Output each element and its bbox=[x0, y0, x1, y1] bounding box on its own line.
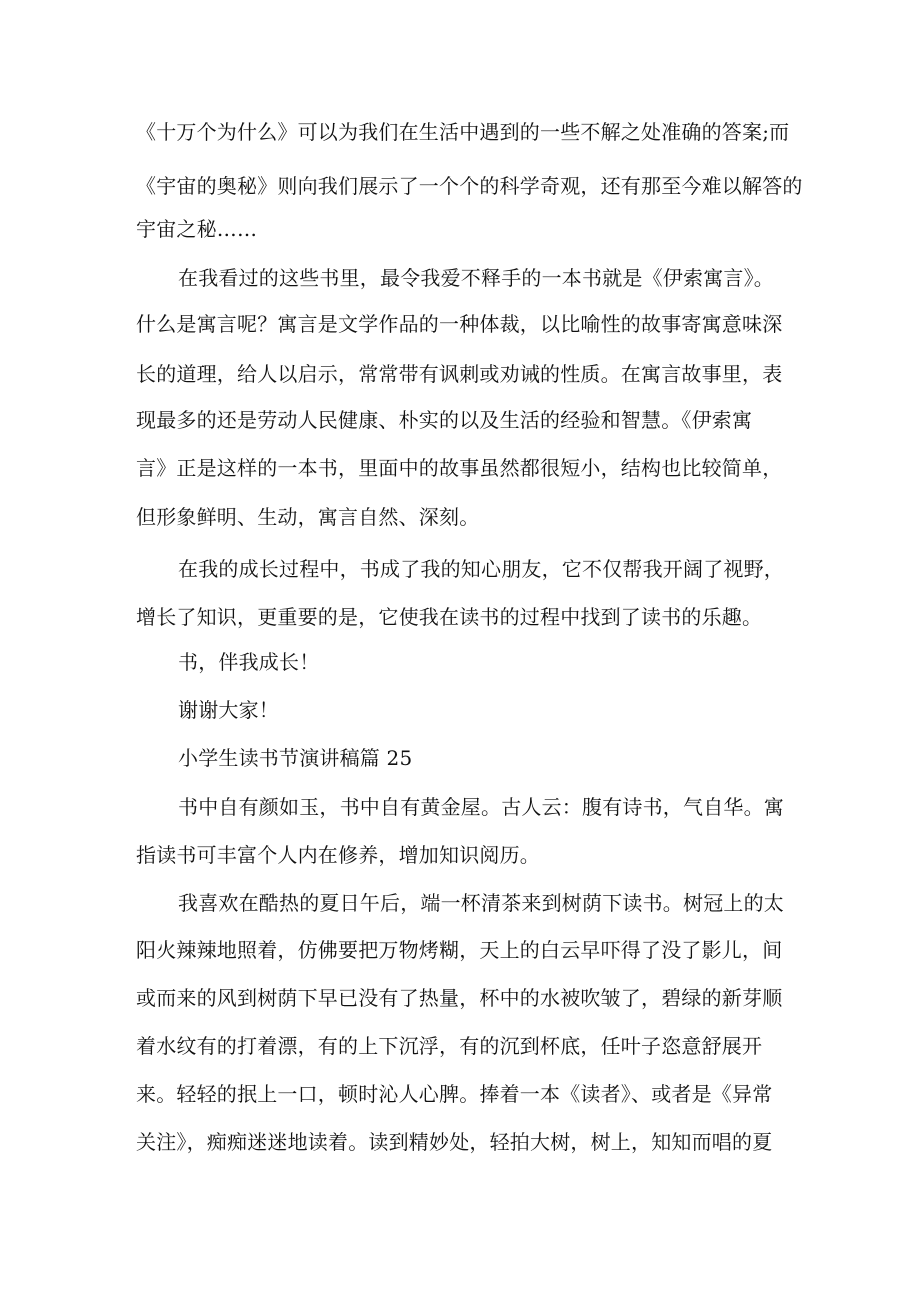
text-line: 指读书可丰富个人内在修养，增加知识阅历。 bbox=[136, 843, 540, 867]
text-line: 长的道理，给人以启示，常常带有讽刺或劝诫的性质。在寓言故事里，表 bbox=[136, 362, 783, 386]
text-line: 阳火辣辣地照着，仿佛要把万物烤糊，天上的白云早吓得了没了影儿，间 bbox=[136, 938, 783, 962]
paragraph-start: 谢谢大家！ bbox=[178, 698, 279, 722]
paragraph-start: 书中自有颜如玉，书中自有黄金屋。古人云：腹有诗书，气自华。寓 bbox=[178, 795, 784, 819]
text-line: 言》正是这样的一本书，里面中的故事虽然都很短小，结构也比较简单， bbox=[136, 456, 783, 480]
paragraph-start: 在我看过的这些书里，最令我爱不释手的一本书就是《伊索寓言》。 bbox=[178, 266, 774, 290]
text-line: 现最多的还是劳动人民健康、朴实的以及生活的经验和智慧。《伊索寓 bbox=[136, 408, 753, 432]
text-line: 《十万个为什么》可以为我们在生活中遇到的一些不解之处准确的答案;而 bbox=[136, 120, 790, 144]
text-line: 或而来的风到树荫下早已没有了热量，杯中的水被吹皱了，碧绿的新芽顺 bbox=[136, 986, 783, 1010]
text-line: 但形象鲜明、生动，寓言自然、深刻。 bbox=[136, 505, 480, 529]
text-line: 增长了知识，更重要的是，它使我在读书的过程中找到了读书的乐趣。 bbox=[136, 605, 763, 629]
text-line: 着水纹有的打着漂，有的上下沉浮，有的沉到杯底，任叶子恣意舒展开 bbox=[136, 1034, 763, 1058]
text-line: 来。轻轻的抿上一口，顿时沁人心脾。捧着一本《读者》、或者是《异常 bbox=[136, 1082, 773, 1106]
text-line: 什么是寓言呢？寓言是文学作品的一种体裁，以比喻性的故事寄寓意味深 bbox=[136, 312, 783, 336]
paragraph-start: 书，伴我成长！ bbox=[178, 650, 320, 674]
text-line: 《宇宙的奥秘》则向我们展示了一个个的科学奇观，还有那至今难以解答的 bbox=[136, 174, 803, 198]
text-line: 宇宙之秘…… bbox=[136, 217, 258, 241]
paragraph-start: 在我的成长过程中，书成了我的知心朋友，它不仅帮我开阔了视野， bbox=[178, 557, 784, 581]
text-line: 关注》，痴痴迷迷地读着。读到精妙处，轻拍大树，树上，知知而唱的夏 bbox=[136, 1130, 773, 1154]
section-heading: 小学生读书节演讲稿篇 25 bbox=[178, 746, 413, 770]
paragraph-start: 我喜欢在酷热的夏日午后，端一杯清茶来到树荫下读书。树冠上的太 bbox=[178, 891, 784, 915]
